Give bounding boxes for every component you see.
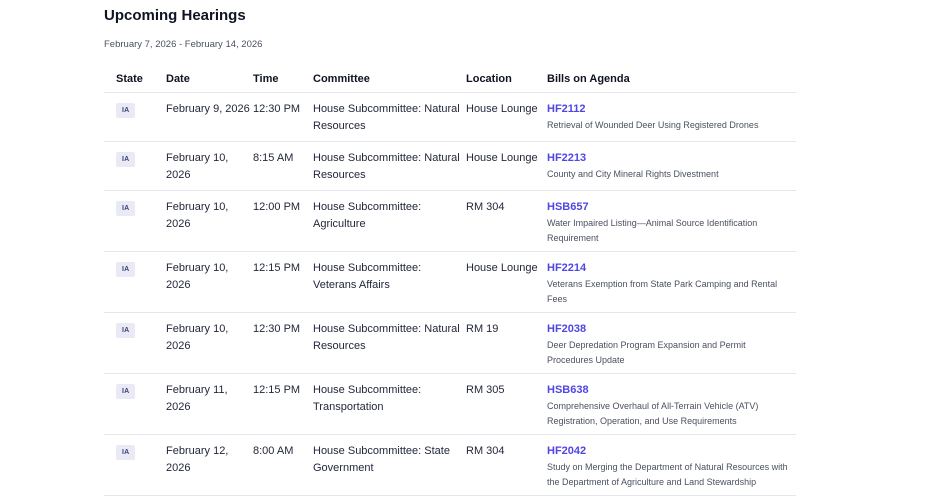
hearing-time: 12:30 PM bbox=[253, 313, 313, 374]
date-range: February 7, 2026 - February 14, 2026 bbox=[104, 39, 263, 50]
bill-link[interactable]: HF2213 bbox=[547, 152, 587, 164]
table-row bbox=[104, 191, 796, 252]
column-header-location: Location bbox=[466, 65, 547, 93]
hearing-time: 8:15 AM bbox=[253, 142, 313, 191]
table-row bbox=[104, 142, 796, 191]
table-row bbox=[104, 93, 796, 142]
hearing-date: February 10, 2026 bbox=[166, 313, 253, 374]
hearing-location: RM 19 bbox=[466, 313, 547, 374]
bill-link[interactable]: HF2214 bbox=[547, 262, 587, 274]
bill-description: Deer Depredation Program Expansion and Permit Procedures Update bbox=[547, 340, 746, 365]
hearing-location: RM 304 bbox=[466, 191, 547, 252]
hearing-date: February 9, 2026 bbox=[166, 93, 253, 142]
column-header-state: State bbox=[104, 65, 166, 93]
state-badge: IA bbox=[116, 103, 135, 118]
hearing-date: February 10, 2026 bbox=[166, 252, 253, 313]
bill-link[interactable]: HSB657 bbox=[547, 201, 589, 213]
bill-description: Retrieval of Wounded Deer Using Registered Drones bbox=[547, 120, 759, 130]
state-badge: IA bbox=[116, 384, 135, 399]
hearing-location: House Lounge bbox=[466, 252, 547, 313]
hearing-committee: House Subcommittee: Natural Resources bbox=[313, 142, 466, 191]
hearing-time: 12:15 PM bbox=[253, 252, 313, 313]
bill-link[interactable]: HF2042 bbox=[547, 445, 587, 457]
bill-description: Study on Merging the Department of Natural Resources with the Department of Agriculture and Land Stewardship bbox=[547, 462, 788, 487]
hearings-table bbox=[104, 65, 796, 496]
hearing-committee: House Subcommittee: Natural Resources bbox=[313, 313, 466, 374]
column-header-bills: Bills on Agenda bbox=[547, 65, 796, 93]
bill-description: Water Impaired Listing—Animal Source Identification Requirement bbox=[547, 218, 758, 243]
column-header-committee: Committee bbox=[313, 65, 466, 93]
table-header-row bbox=[104, 65, 796, 93]
bill-description: County and City Mineral Rights Divestment bbox=[547, 169, 719, 179]
hearing-committee: House Subcommittee: Agriculture bbox=[313, 191, 466, 252]
bill-link[interactable]: HSB638 bbox=[547, 384, 589, 396]
hearing-date: February 10, 2026 bbox=[166, 191, 253, 252]
bill-link[interactable]: HF2112 bbox=[547, 103, 586, 115]
hearing-committee: House Subcommittee: Veterans Affairs bbox=[313, 252, 466, 313]
hearing-location: RM 304 bbox=[466, 435, 547, 496]
hearing-location: RM 305 bbox=[466, 374, 547, 435]
table-row bbox=[104, 252, 796, 313]
hearing-time: 12:15 PM bbox=[253, 374, 313, 435]
column-header-date: Date bbox=[166, 65, 253, 93]
hearing-time: 12:00 PM bbox=[253, 191, 313, 252]
hearing-date: February 12, 2026 bbox=[166, 435, 253, 496]
hearing-date: February 11, 2026 bbox=[166, 374, 253, 435]
table-row bbox=[104, 374, 796, 435]
hearing-time: 12:30 PM bbox=[253, 93, 313, 142]
hearing-committee: House Subcommittee: State Government bbox=[313, 435, 466, 496]
state-badge: IA bbox=[116, 201, 135, 216]
page-title: Upcoming Hearings bbox=[104, 7, 246, 24]
state-badge: IA bbox=[116, 152, 135, 167]
bill-description: Comprehensive Overhaul of All-Terrain Vehicle (ATV) Registration, Operation, and Use Requirements bbox=[547, 401, 759, 426]
state-badge: IA bbox=[116, 262, 135, 277]
hearing-time: 8:00 AM bbox=[253, 435, 313, 496]
table-row bbox=[104, 313, 796, 374]
table-row bbox=[104, 435, 796, 496]
hearing-date: February 10, 2026 bbox=[166, 142, 253, 191]
state-badge: IA bbox=[116, 445, 135, 460]
hearing-committee: House Subcommittee: Natural Resources bbox=[313, 93, 466, 142]
bill-link[interactable]: HF2038 bbox=[547, 323, 587, 335]
bill-description: Veterans Exemption from State Park Camping and Rental Fees bbox=[547, 279, 778, 304]
hearing-location: House Lounge bbox=[466, 142, 547, 191]
hearing-committee: House Subcommittee: Transportation bbox=[313, 374, 466, 435]
column-header-time: Time bbox=[253, 65, 313, 93]
hearing-location: House Lounge bbox=[466, 93, 547, 142]
state-badge: IA bbox=[116, 323, 135, 338]
